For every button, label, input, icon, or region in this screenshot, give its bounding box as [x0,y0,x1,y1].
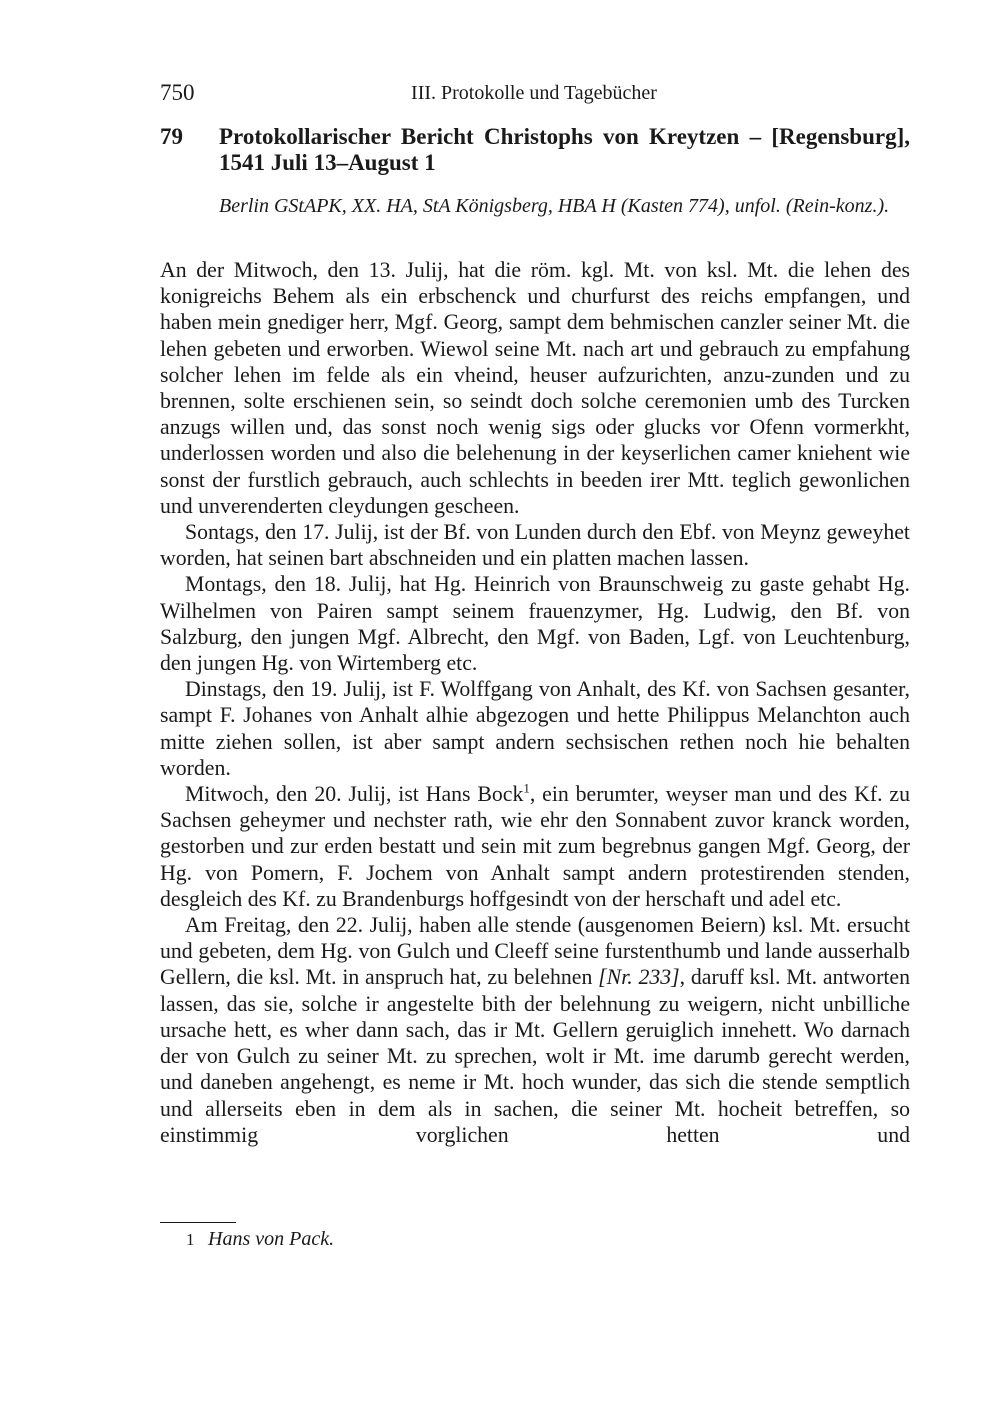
paragraph-2: Sontags, den 17. Julij, ist der Bf. von Lunden durch den Ebf. von Meynz geweyhet worden, hat seinen bart abschneiden und ein platten machen lassen. [160,520,910,571]
paragraph-6-text-b: , daruff ksl. Mt. antworten lassen, das sie, solche ir angestelte bith der belehnung zu weigern, nicht unbilliche ursache hett, es wher dann sach, das ir Mt. Gellern geruiglich innehett. Wo darnach der von Gulch zu seiner Mt. zu sprechen, wolt ir Mt. ime darumb gerecht werden, und daneben angehengt, es neme ir Mt. hoch wunder, das sich die stende semptlich und allerseits eben in dem als in sachen, die seiner Mt. hocheit betreffen, so einstimmig vorglichen hetten und [160,965,911,1147]
document-title: Protokollarischer Bericht Christophs von Kreytzen – [Regensburg], 1541 Juli 13–August 1 [219,124,910,175]
footnote-text: Hans von Pack. [208,1228,335,1250]
footnote-reference[interactable]: 1 [523,780,530,796]
body-text [160,257,910,1148]
paragraph-1: An der Mitwoch, den 13. Julij, hat die röm. kgl. Mt. von ksl. Mt. die lehen des konigreichs Behem als ein erbschenck und churfurst des reichs empfangen, und haben mein gnediger herr, Mgf. Georg, sampt dem behmischen canzler seiner Mt. die lehen gebeten und erworben. Wiewol seine Mt. nach art und gebrauch zu empfahung solcher lehen im felde als ein vheind, heuser aufzurichten, anzu-zunden und zu brennen, solte erschienen sein, so seindt doch solche ceremonien umb des Turcken anzugs willen und, das sonst noch wenig sigs oder glucks vor Ofenn vormerkht, underlossen worden und also die belehenung in der keyserlichen camer kniehent wie sonst der furstlich gebrauch, auch schlechts in beeden irer Mtt. teglich gewonlichen und unverenderten cleydungen gescheen. [160,258,910,518]
paragraph-5 [160,781,910,912]
footnote-number: 1 [186,1230,195,1249]
paragraph-5-text-b: , ein berumter, weyser man und des Kf. zu Sachsen geheymer und nechster rath, wie ehr den Sonnabent zuvor kranck worden, gestorben und zur erden bestatt und sein mit zum begrebnus gangen Mgf. Georg, der Hg. von Pomern, F. Jochem von Anhalt sampt andern protestirenden stenden, desgleich des Kf. zu Brandenburgs hoffgesindt von der herschaft und adel etc. [160,782,910,911]
running-head: III. Protokolle und Tagebücher [411,82,657,104]
paragraph-5-text-a: Mitwoch, den 20. Julij, ist Hans Bock [185,782,524,807]
footnote-1 [186,1228,334,1251]
cross-reference: [Nr. 233] [598,965,680,990]
paragraph-4: Dinstags, den 19. Julij, ist F. Wolffgang von Anhalt, des Kf. von Sachsen gesanter, sampt F. Johanes von Anhalt alhie abgezogen und hette Philippus Melanchton auch mitte ziehen sollen, ist aber sampt andern sechsischen rethen noch hie behalten worden. [160,677,910,780]
paragraph-6 [160,912,910,1148]
page-number: 750 [160,80,195,105]
paragraph-6-text-a: Am Freitag, den 22. Julij, haben alle stende (ausgenomen Beiern) ksl. Mt. ersucht und gebeten, dem Hg. von Gulch und Cleeff seine furstenthumb und lande ausserhalb Gellern, die ksl. Mt. in anspruch hat, zu belehnen [160,913,910,990]
footnote-divider [160,1222,236,1223]
document-number: 79 [160,124,183,149]
paragraph-3: Montags, den 18. Julij, hat Hg. Heinrich von Braunschweig zu gaste gehabt Hg. Wilhelmen von Pairen sampt seinem frauenzymer, Hg. Ludwig, den Bf. von Salzburg, den jungen Mgf. Albrecht, den Mgf. von Baden, Lgf. von Leuchtenburg, den jungen Hg. von Wirtemberg etc. [160,572,910,676]
source-note: Berlin GStAPK, XX. HA, StA Königsberg, HBA H (Kasten 774), unfol. (Rein-konz.). [219,195,890,217]
